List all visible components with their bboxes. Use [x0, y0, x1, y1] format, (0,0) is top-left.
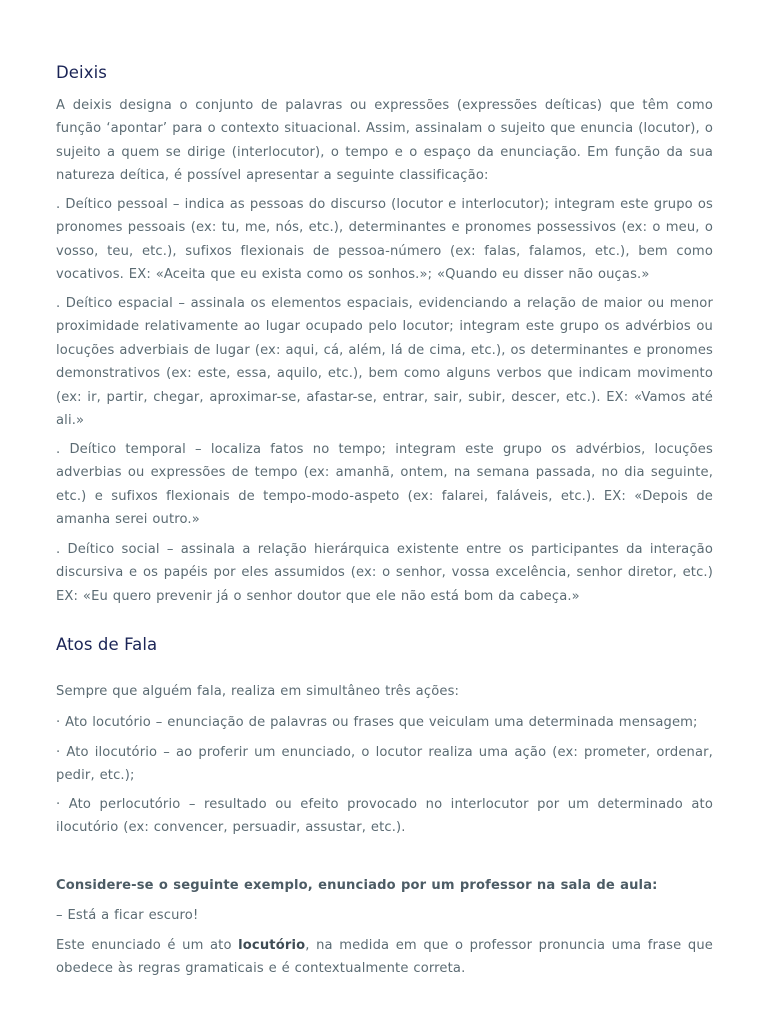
ato-locutorio-item: · Ato locutório – enunciação de palavras ou frases que veiculam uma determinada mensagem; — [56, 715, 698, 730]
explicacao-paragraph — [56, 934, 713, 981]
exemplo-heading: Considere-se o seguinte exemplo, enunciado por um professor na sala de aula: — [56, 878, 658, 893]
deitico-temporal-paragraph: . Deítico temporal – localiza fatos no tempo; integram este grupo os advérbios, locuções adverbias ou expressões de tempo (ex: amanhã, ontem, na semana passada, no dia seguinte, etc.) e sufixos flexionais de tempo-modo-aspeto (ex: falarei, faláveis, etc.). EX: «Depois de amanha serei outro.» — [56, 442, 713, 528]
explicacao-bold-term: locutório — [238, 938, 306, 953]
explicacao-text-post: , na medida em que o professor pronuncia uma frase que obedece às regras gramaticais e é contextualmente correta. — [56, 938, 713, 977]
deixis-intro-paragraph: A deixis designa o conjunto de palavras ou expressões (expressões deíticas) que têm como função ‘apontar’ para o contexto situacional. Assim, assinalam o sujeito que enuncia (locutor), o sujeito a quem se dirige (interlocutor), o tempo e o espaço da enunciação. Em função da sua natureza deítica, é possível apresentar a seguinte classificação: — [56, 98, 713, 184]
deitico-pessoal-paragraph: . Deítico pessoal – indica as pessoas do discurso (locutor e interlocutor); integram este grupo os pronomes pessoais (ex: tu, me, nós, etc.), determinantes e pronomes possessivos (ex: o meu, o vosso, teu, etc.), sufixos flexionais de pessoa-número (ex: falas, falamos, etc.), bem como vocativos. EX: «Aceita que eu exista como os sonhos.»; «Quando eu disser não ouças.» — [56, 197, 713, 283]
deitico-espacial-paragraph: . Deítico espacial – assinala os elementos espaciais, evidenciando a relação de maior ou menor proximidade relativamente ao lugar ocupado pelo locutor; integram este grupo os advérbios ou locuções adverbiais de lugar (ex: aqui, cá, além, lá de cima, etc.), os determinantes e pronomes demonstrativos (ex: este, essa, aquilo, etc.), bem como alguns verbos que indicam movimento (ex: ir, partir, chegar, aproximar-se, afastar-se, entrar, sair, subir, descer, etc.). EX: «Vamos até ali.» — [56, 296, 713, 429]
section-title-deixis: Deixis — [56, 63, 107, 82]
atos-intro-paragraph: Sempre que alguém fala, realiza em simultâneo três ações: — [56, 684, 460, 699]
ato-ilocutorio-item: · Ato ilocutório – ao proferir um enunciado, o locutor realiza uma ação (ex: prometer, ordenar, pedir, etc.); — [56, 745, 713, 784]
exemplo-fala: – Está a ficar escuro! — [56, 908, 199, 923]
deitico-social-paragraph: . Deítico social – assinala a relação hierárquica existente entre os participantes da interação discursiva e os papéis por eles assumidos (ex: o senhor, vossa excelência, senhor diretor, etc.) EX: «Eu quero prevenir já o senhor doutor que ele não está bom da cabeça.» — [56, 542, 713, 604]
section-title-atos-de-fala: Atos de Fala — [56, 635, 158, 654]
ato-perlocutorio-item: · Ato perlocutório – resultado ou efeito provocado no interlocutor por um determinado ato ilocutório (ex: convencer, persuadir, assustar, etc.). — [56, 797, 713, 836]
explicacao-text-pre: Este enunciado é um ato — [56, 938, 239, 953]
